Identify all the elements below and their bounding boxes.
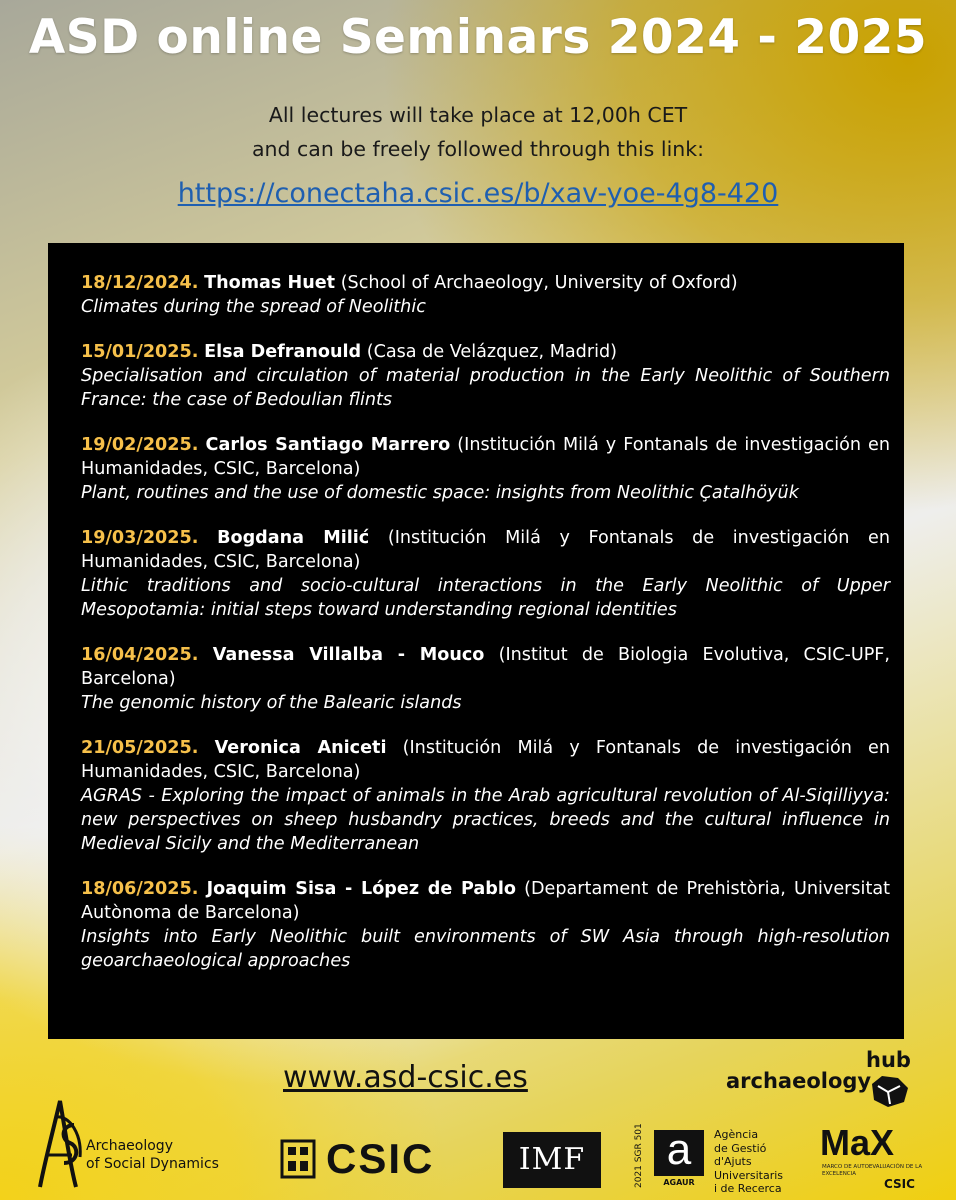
intro-line-2: and can be freely followed through this link: — [251, 137, 705, 161]
agaur-letter-mark: a — [654, 1130, 704, 1176]
seminar-entry — [81, 736, 890, 856]
seminar-affiliation: (School of Archaeology, University of Oxford) — [340, 273, 738, 293]
seminar-date: 18/06/2025. — [81, 879, 199, 899]
seminar-speaker: Veronica Aniceti — [214, 738, 387, 758]
agaur-line-4: Universitaris — [714, 1168, 784, 1182]
rock-icon — [868, 1074, 910, 1108]
agaur-sgr-code: 2021 SGR 501 — [634, 1123, 644, 1189]
seminar-speaker: Vanessa Villalba - Mouco — [212, 645, 485, 665]
seminar-date: 15/01/2025. — [81, 342, 199, 362]
page-title: ASD online Seminars 2024 - 2025 — [28, 10, 928, 65]
archaeology-hub-word: archaeology — [726, 1069, 872, 1093]
asd-logo-line-1: Archaeology — [86, 1138, 173, 1154]
intro-line-1: All lectures will take place at 12,00h CET — [268, 103, 688, 127]
seminar-entry — [81, 877, 890, 973]
intro-text — [0, 98, 956, 166]
seminar-talk-title: Insights into Early Neolithic built environments of SW Asia through high-resolution geoarchaeological approaches — [81, 927, 890, 971]
seminar-talk-title: Lithic traditions and socio-cultural interactions in the Early Neolithic of Upper Mesopotamia: initial steps toward understanding regional identities — [81, 576, 890, 620]
seminar-affiliation: (Institut de Biologia Evolutiva, CSIC-UPF, Barcelona) — [81, 645, 891, 689]
seminar-date: 18/12/2024. — [81, 273, 199, 293]
seminar-entry — [81, 433, 890, 505]
max-logo-subtitle: MARCO DE AUTOEVALUACIÓN DE LA EXCELENCIA — [822, 1164, 923, 1177]
agaur-description — [714, 1128, 783, 1196]
seminar-affiliation: (Departament de Prehistòria, Universitat Autònoma de Barcelona) — [81, 879, 891, 923]
seminar-talk-title: Specialisation and circulation of material production in the Early Neolithic of Southern France: the case of Bedoulian flints — [81, 366, 890, 410]
seminar-entry — [81, 271, 890, 319]
seminar-talk-title: The genomic history of the Balearic islands — [81, 693, 462, 713]
seminar-date: 16/04/2025. — [81, 645, 199, 665]
agaur-line-1: Agència — [714, 1128, 759, 1141]
seminar-speaker: Elsa Defranould — [204, 342, 362, 362]
seminar-affiliation: (Casa de Velázquez, Madrid) — [366, 342, 618, 362]
website-link[interactable]: www.asd-csic.es — [283, 1060, 528, 1095]
agaur-line-3: d'Ajuts — [714, 1155, 752, 1168]
archaeology-hub-tag: hub — [866, 1048, 911, 1072]
seminar-talk-title: Plant, routines and the use of domestic space: insights from Neolithic Çatalhöyük — [81, 483, 799, 503]
archaeology-hub-logo — [726, 1044, 912, 1110]
seminar-date: 21/05/2025. — [81, 738, 199, 758]
max-logo-text: MaX — [820, 1122, 895, 1163]
seminar-speaker: Carlos Santiago Marrero — [205, 435, 451, 455]
seminar-date: 19/03/2025. — [81, 528, 199, 548]
csic-logo-text: CSIC — [326, 1135, 435, 1182]
seminar-affiliation: (Institución Milá y Fontanals de investigación en Humanidades, CSIC, Barcelona) — [81, 528, 890, 572]
seminar-link[interactable]: https://conectaha.csic.es/b/xav-yoe-4g8-420 — [177, 178, 779, 209]
seminar-date: 19/02/2025. — [81, 435, 199, 455]
max-logo-csic: CSIC — [884, 1177, 915, 1191]
imf-logo: IMF — [503, 1132, 601, 1188]
seminar-speaker: Thomas Huet — [204, 273, 336, 293]
csic-crest-icon — [278, 1137, 318, 1181]
max-logo — [818, 1122, 933, 1192]
seminar-affiliation: (Institución Milá y Fontanals de investigación en Humanidades, CSIC, Barcelona) — [81, 435, 891, 479]
seminar-entry — [81, 643, 890, 715]
csic-logo — [278, 1135, 473, 1183]
seminar-entry — [81, 340, 890, 412]
agaur-line-5: i de Recerca — [714, 1182, 782, 1195]
seminar-speaker: Joaquim Sisa - López de Pablo — [206, 879, 516, 899]
agaur-label: AGAUR — [663, 1178, 695, 1187]
asd-emblem-icon — [30, 1095, 88, 1190]
agaur-line-2: de Gestió — [714, 1141, 767, 1155]
seminar-affiliation: (Institución Milá y Fontanals de investigación en Humanidades, CSIC, Barcelona) — [81, 738, 890, 782]
asd-logo — [30, 1095, 250, 1190]
seminar-talk-title: AGRAS - Exploring the impact of animals in the Arab agricultural revolution of Al-Siqilliyya: new perspectives on sheep husbandry practices, breeds and the cultural influence in Medieval Sicily and the Mediterranean — [81, 786, 890, 854]
seminar-speaker: Bogdana Milić — [217, 528, 370, 548]
agaur-logo — [634, 1120, 794, 1195]
seminar-entry — [81, 526, 890, 622]
seminar-talk-title: Climates during the spread of Neolithic — [81, 297, 426, 317]
seminar-list — [48, 243, 904, 1039]
asd-logo-line-2: of Social Dynamics — [86, 1156, 219, 1172]
